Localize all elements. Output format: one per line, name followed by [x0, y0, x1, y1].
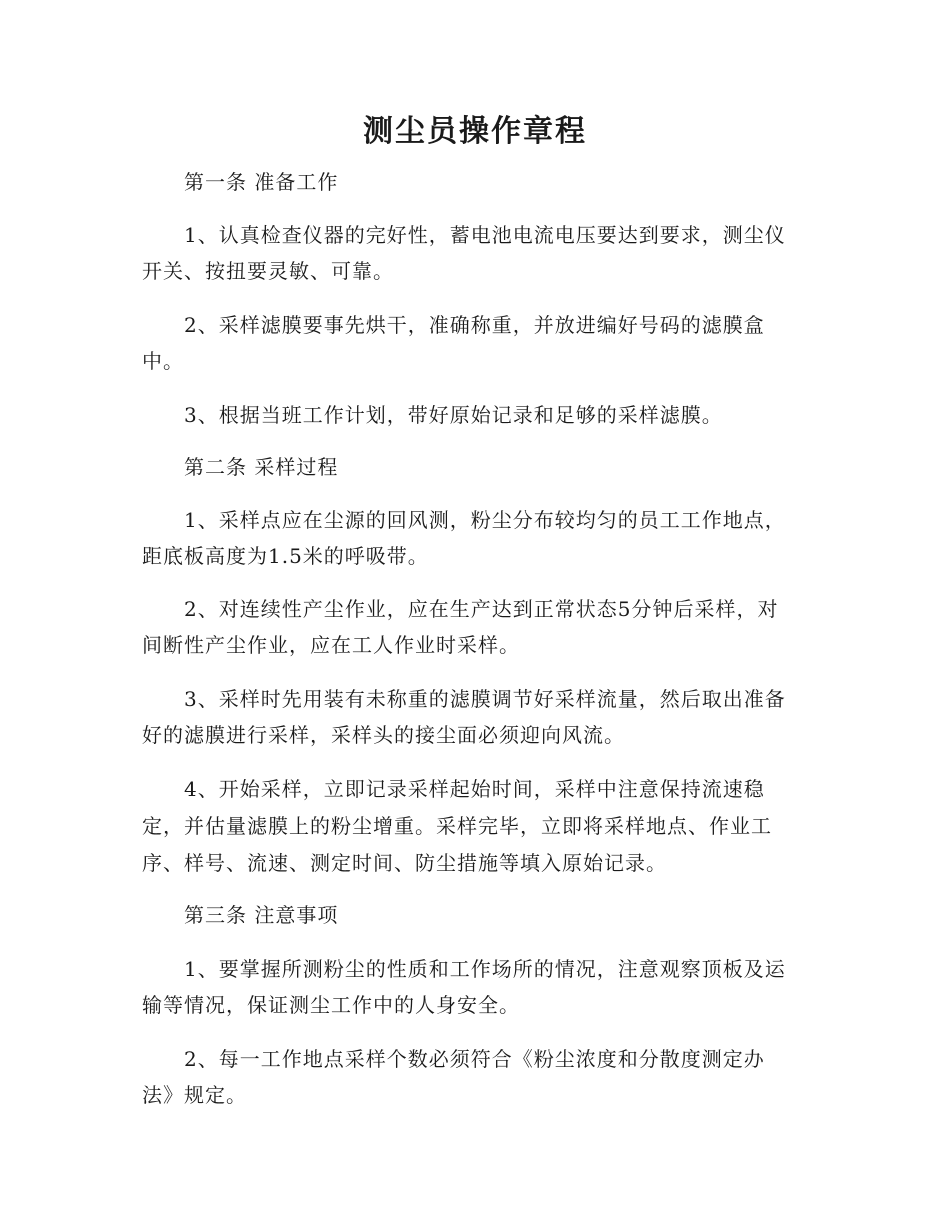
section-heading-2: 第二条 采样过程 [184, 455, 339, 479]
paragraph-line: 3、根据当班工作计划，带好原始记录和足够的采样滤膜。 [184, 403, 723, 427]
paragraph-line: 3、采样时先用装有未称重的滤膜调节好采样流量，然后取出准备 [184, 687, 786, 711]
section-heading-1: 第一条 准备工作 [184, 170, 339, 194]
paragraph-line: 开关、按扭要灵敏、可靠。 [142, 259, 394, 283]
paragraph-line: 1、要掌握所测粉尘的性质和工作场所的情况，注意观察顶板及运 [184, 957, 786, 981]
paragraph-line: 2、采样滤膜要事先烘干，准确称重，并放进编好号码的滤膜盒 [184, 313, 765, 337]
paragraph-line: 2、每一工作地点采样个数必须符合《粉尘浓度和分散度测定办 [184, 1047, 765, 1071]
paragraph-line: 1、认真检查仪器的完好性，蓄电池电流电压要达到要求，测尘仪 [184, 223, 786, 247]
paragraph-line: 好的滤膜进行采样，采样头的接尘面必须迎向风流。 [142, 723, 625, 747]
paragraph-line: 间断性产尘作业，应在工人作业时采样。 [142, 633, 520, 657]
paragraph-line: 4、开始采样，立即记录采样起始时间，采样中注意保持流速稳 [184, 777, 765, 801]
paragraph-line: 法》规定。 [142, 1083, 247, 1107]
document-title: 测尘员操作章程 [363, 114, 587, 149]
paragraph-line: 1、采样点应在尘源的回风测，粉尘分布较均匀的员工工作地点， [184, 508, 786, 532]
paragraph-line: 定，并估量滤膜上的粉尘增重。采样完毕，立即将采样地点、作业工 [142, 814, 772, 838]
paragraph-line: 2、对连续性产尘作业，应在生产达到正常状态5分钟后采样，对 [184, 597, 779, 621]
paragraph-line: 中。 [142, 349, 184, 373]
paragraph-line: 输等情况，保证测尘工作中的人身安全。 [142, 993, 520, 1017]
paragraph-line: 距底板高度为1.5米的呼吸带。 [142, 544, 429, 568]
paragraph-line: 序、样号、流速、测定时间、防尘措施等填入原始记录。 [142, 851, 667, 875]
section-heading-3: 第三条 注意事项 [184, 903, 339, 927]
